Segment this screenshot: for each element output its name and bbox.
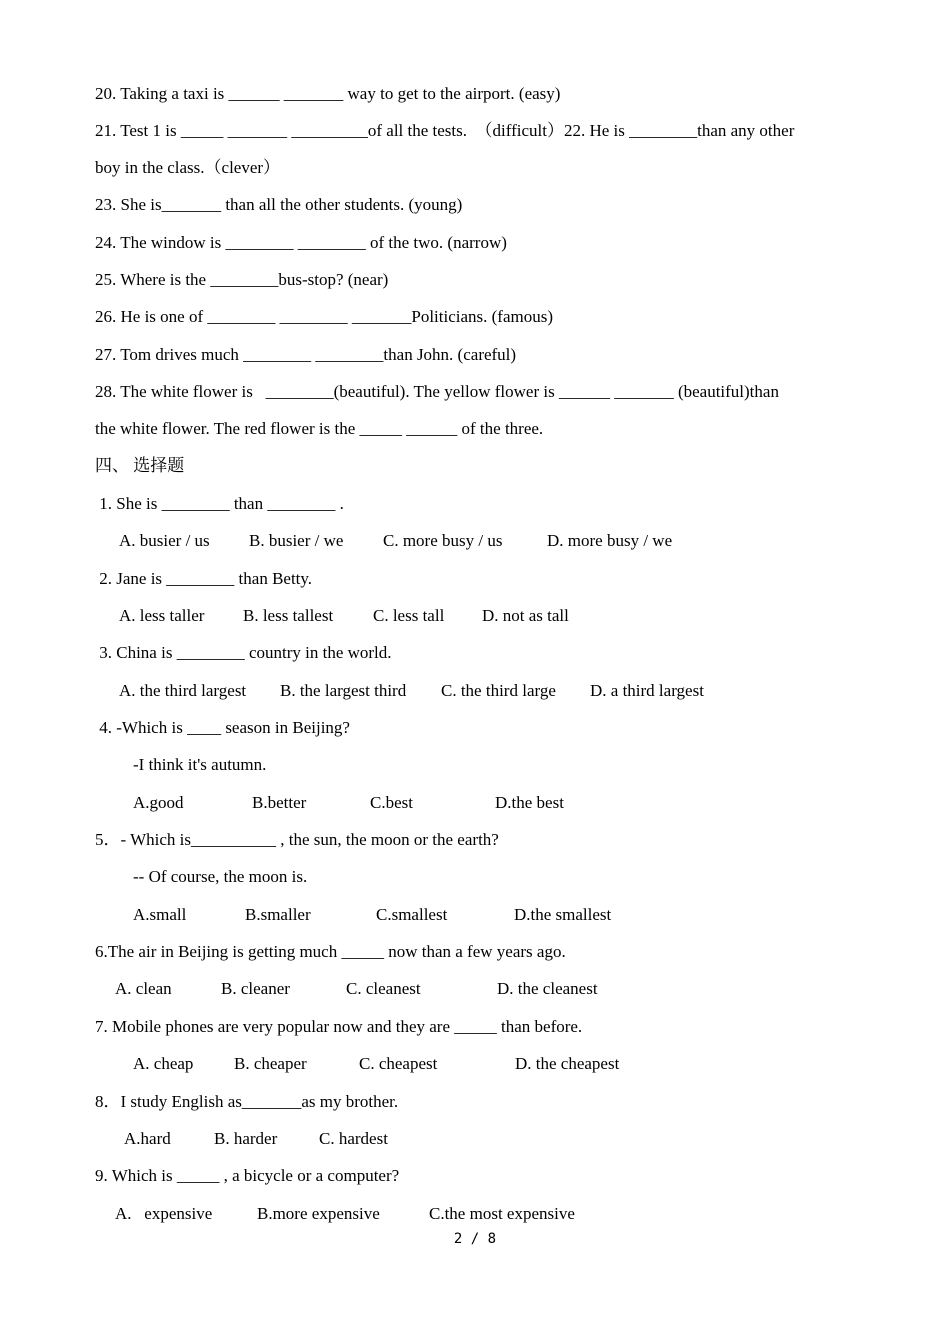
fill-line-24: 24. The window is ________ ________ of the two. (narrow)	[95, 233, 507, 252]
option-a: A. cheap	[133, 1054, 194, 1073]
question-1-stem: 1. She is ________ than ________ .	[95, 494, 344, 513]
fill-line-21-22: 21. Test 1 is _____ _______ _________of all the tests. （difficult）22. He is ________than any other	[95, 121, 795, 140]
fill-line-27: 27. Tom drives much ________ ________than John. (careful)	[95, 345, 517, 364]
fill-line-26: 26. He is one of ________ ________ _______Politicians. (famous)	[95, 307, 554, 326]
question-7-stem: 7. Mobile phones are very popular now and they are _____ than before.	[95, 1017, 583, 1036]
fill-line-25: 25. Where is the ________bus-stop? (near)	[95, 270, 389, 289]
option-c: C. less tall	[373, 606, 445, 625]
option-a: A. less taller	[119, 606, 205, 625]
option-d: D. a third largest	[590, 681, 704, 700]
option-d: D. the cleanest	[497, 979, 598, 998]
option-c: C.the most expensive	[429, 1204, 575, 1223]
fill-line-22-cont: boy in the class.（clever）	[95, 158, 281, 177]
option-c: C. cleanest	[346, 979, 421, 998]
option-c: C.best	[370, 793, 413, 812]
option-a: A. the third largest	[119, 681, 247, 700]
question-5-reply: -- Of course, the moon is.	[133, 867, 308, 886]
option-b: B.more expensive	[257, 1204, 380, 1223]
option-b: B. harder	[214, 1129, 278, 1148]
option-b: B. cheaper	[234, 1054, 307, 1073]
question-5-stem: 5．- Which is__________ , the sun, the moon or the earth?	[95, 830, 499, 849]
question-2-stem: 2. Jane is ________ than Betty.	[95, 569, 313, 588]
question-4-reply: -I think it's autumn.	[133, 755, 267, 774]
question-3-stem: 3. China is ________ country in the world.	[95, 643, 392, 662]
question-6-stem: 6.The air in Beijing is getting much _____ now than a few years ago.	[95, 942, 566, 961]
option-b: B.smaller	[245, 905, 311, 924]
option-b: B. cleaner	[221, 979, 290, 998]
option-a: A. expensive	[115, 1204, 213, 1223]
option-b: B. busier / we	[249, 531, 344, 550]
option-d: D. the cheapest	[515, 1054, 620, 1073]
option-c: C. cheapest	[359, 1054, 438, 1073]
option-a: A.good	[133, 793, 184, 812]
option-b: B. the largest third	[280, 681, 407, 700]
question-9-stem: 9. Which is _____ , a bicycle or a computer?	[95, 1166, 400, 1185]
fill-line-20: 20. Taking a taxi is ______ _______ way to get to the airport. (easy)	[95, 84, 561, 103]
section-heading: 四、 选择题	[95, 456, 185, 475]
option-c: C. more busy / us	[383, 531, 503, 550]
option-d: D. more busy / we	[547, 531, 673, 550]
fill-line-28-cont: the white flower. The red flower is the _____ ______ of the three.	[95, 419, 544, 438]
option-a: A.small	[133, 905, 187, 924]
option-c: C.smallest	[376, 905, 448, 924]
fill-line-23: 23. She is_______ than all the other students. (young)	[95, 195, 463, 214]
option-d: D.the smallest	[514, 905, 612, 924]
option-d: D.the best	[495, 793, 564, 812]
option-b: B. less tallest	[243, 606, 334, 625]
option-b: B.better	[252, 793, 307, 812]
question-4-stem: 4. -Which is ____ season in Beijing?	[95, 718, 350, 737]
option-a: A. busier / us	[119, 531, 210, 550]
option-a: A. clean	[115, 979, 172, 998]
option-d: D. not as tall	[482, 606, 569, 625]
option-c: C. the third large	[441, 681, 556, 700]
option-c: C. hardest	[319, 1129, 388, 1148]
question-8-stem: 8．I study English as_______as my brother.	[95, 1092, 399, 1111]
option-a: A.hard	[124, 1129, 171, 1148]
fill-line-28: 28. The white flower is ________(beautiful). The yellow flower is ______ _______ (beautiful)than	[95, 382, 779, 401]
page-number: 2 / 8	[453, 1231, 497, 1247]
